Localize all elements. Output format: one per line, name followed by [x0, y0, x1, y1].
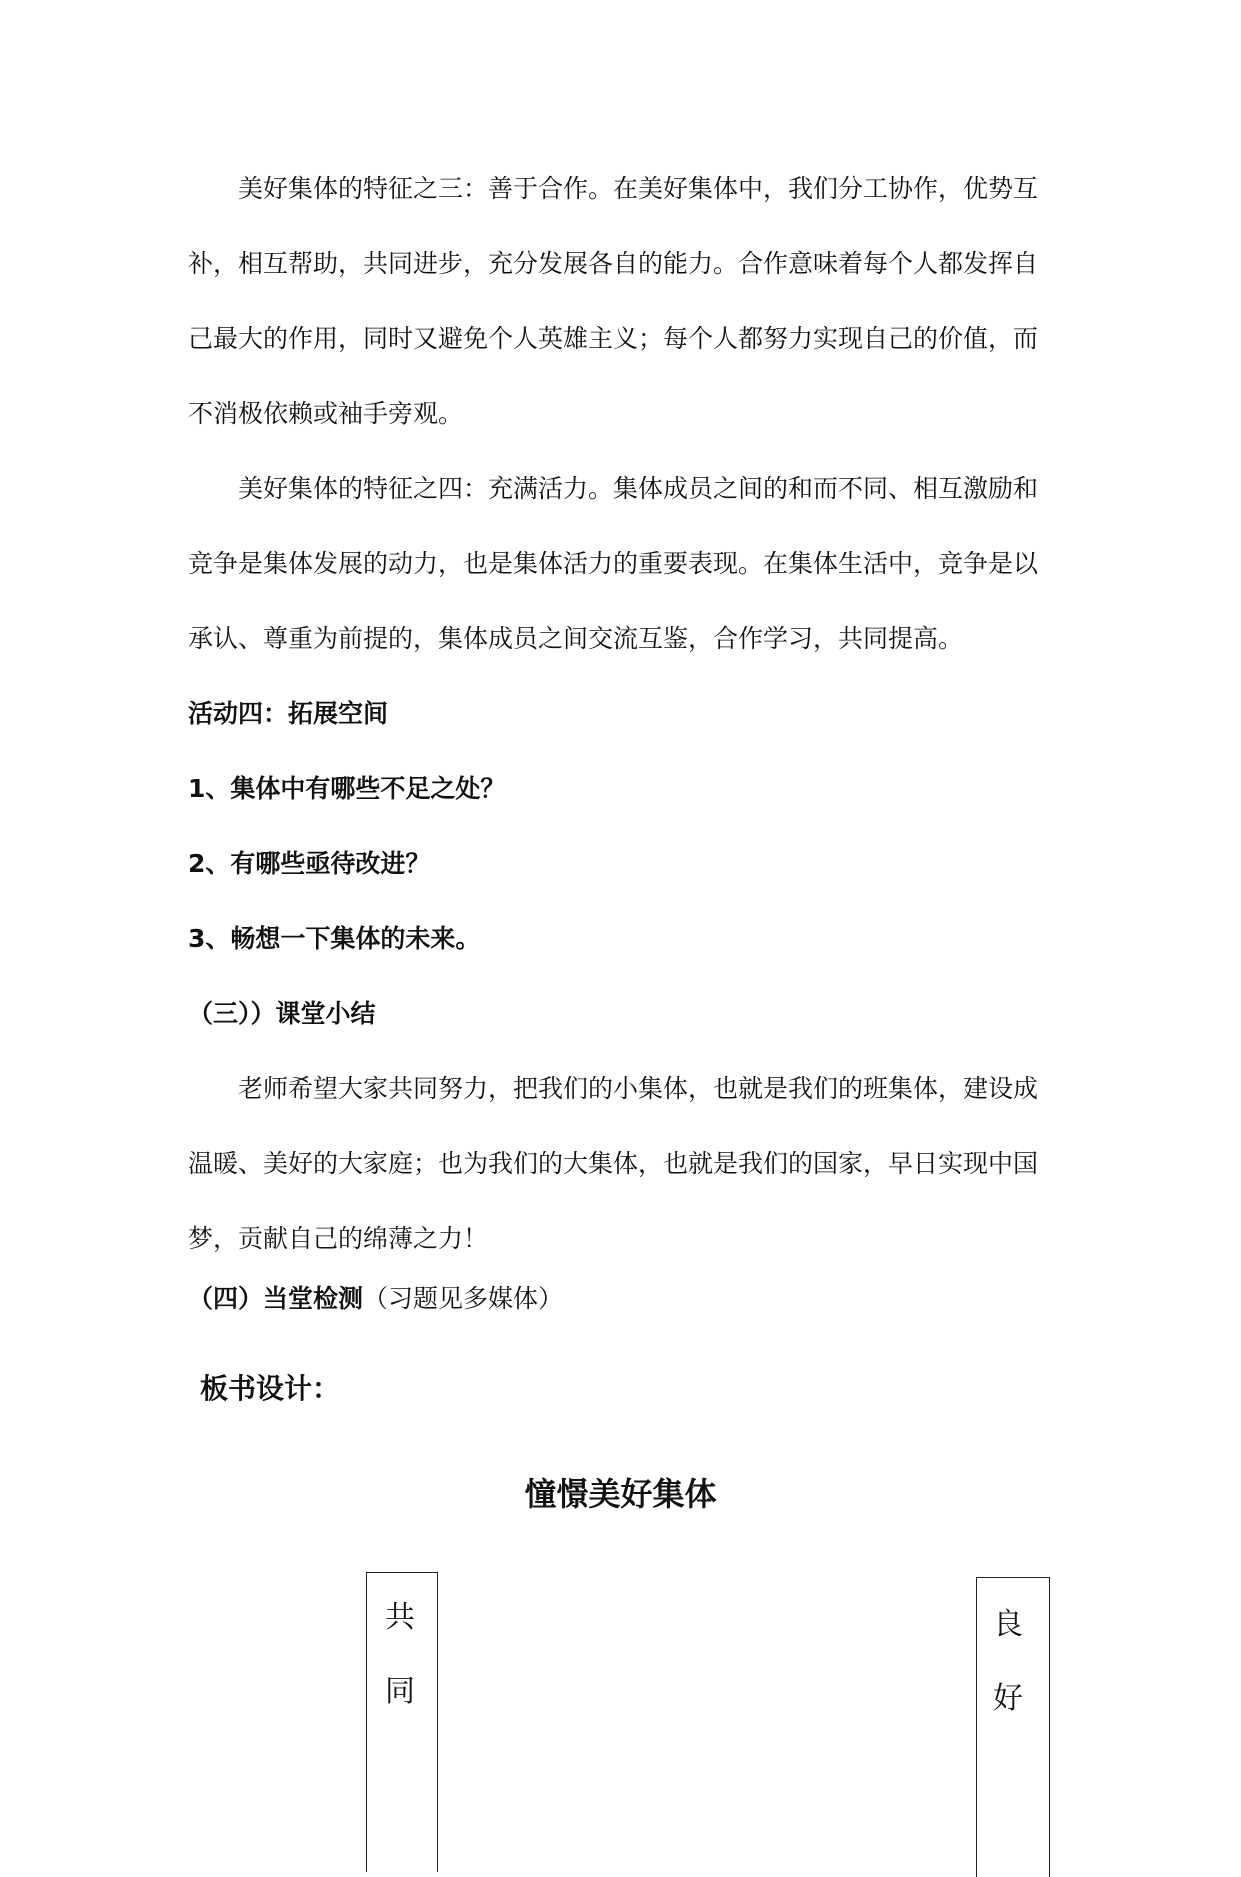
board-right-char-1: 良: [993, 1607, 1023, 1642]
board-left-char-1: 共: [385, 1600, 415, 1635]
summary-line-3: 梦，贡献自己的绵薄之力！: [188, 1224, 489, 1253]
board-right-box: [976, 1577, 1050, 1877]
paragraph-4-line-1: 美好集体的特征之四：充满活力。集体成员之间的和而不同、相互激励和: [238, 474, 1039, 503]
paragraph-4-line-2: 竞争是集体发展的动力，也是集体活力的重要表现。在集体生活中，竞争是以: [188, 549, 1039, 578]
board-right-char-2: 好: [993, 1681, 1023, 1716]
activity-4-question-3: 3、畅想一下集体的未来。: [188, 924, 481, 953]
activity-4-heading: 活动四：拓展空间: [188, 699, 389, 728]
paragraph-3-line-1: 美好集体的特征之三：善于合作。在美好集体中，我们分工协作，优势互: [238, 174, 1039, 203]
board-heading: 板书设计：: [200, 1372, 341, 1405]
paragraph-3-line-4: 不消极依赖或袖手旁观。: [188, 399, 464, 428]
board-title: 憧憬美好集体: [524, 1475, 717, 1513]
test-line: [188, 1286, 563, 1311]
test-note: （习题见多媒体）: [363, 1284, 564, 1313]
test-heading: （四）当堂检测: [188, 1284, 364, 1313]
board-left-char-2: 同: [385, 1674, 415, 1709]
activity-4-question-1: 1、集体中有哪些不足之处？: [188, 774, 506, 803]
summary-line-2: 温暖、美好的大家庭；也为我们的大集体，也就是我们的国家，早日实现中国: [188, 1149, 1039, 1178]
board-left-box: [366, 1572, 438, 1872]
summary-heading: （三））课堂小结: [188, 999, 376, 1028]
paragraph-3-line-3: 己最大的作用，同时又避免个人英雄主义；每个人都努力实现自己的价值，而: [188, 324, 1039, 353]
paragraph-4-line-3: 承认、尊重为前提的，集体成员之间交流互鉴，合作学习，共同提高。: [188, 624, 964, 653]
activity-4-question-2: 2、有哪些亟待改进？: [188, 849, 431, 878]
summary-line-1: 老师希望大家共同努力，把我们的小集体，也就是我们的班集体，建设成: [238, 1074, 1039, 1103]
paragraph-3-line-2: 补，相互帮助，共同进步，充分发展各自的能力。合作意味着每个人都发挥自: [188, 249, 1039, 278]
